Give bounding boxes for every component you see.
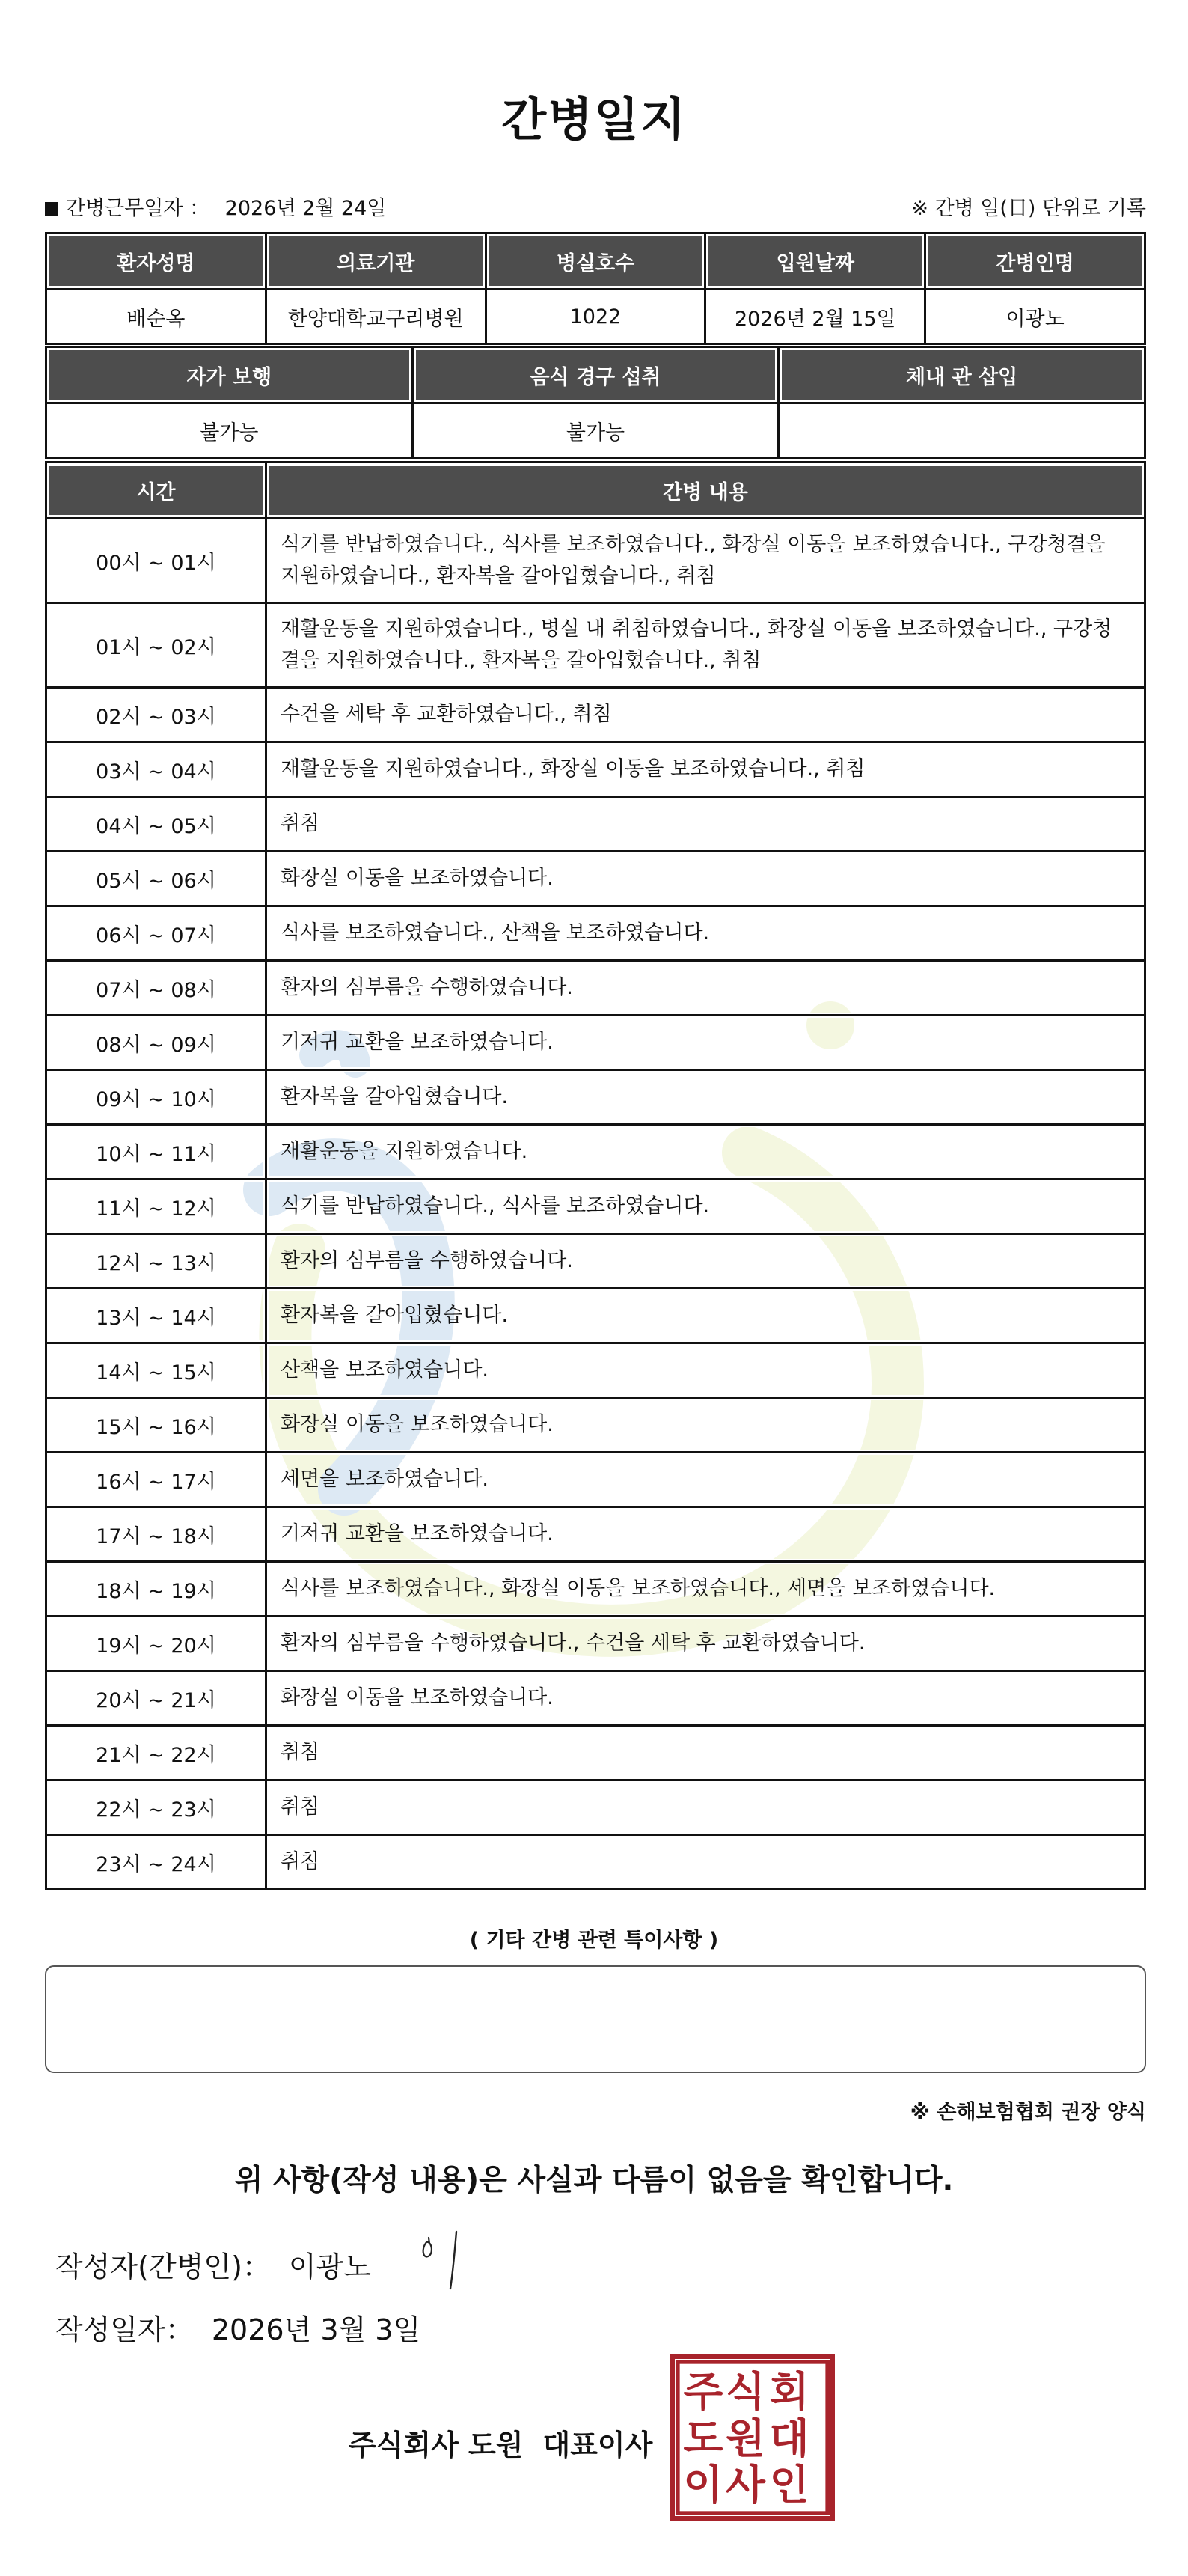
svg-text:인: 인 [769,2461,809,2509]
svg-text:회: 회 [769,2367,809,2416]
patient-info-value-row [46,290,1145,344]
log-time: 22시 ~ 23시 [46,1780,266,1835]
hospital-name: 한양대학교구리병원 [266,290,486,344]
care-log-row [46,1070,1145,1125]
log-content: 환자복을 갈아입혔습니다. [266,1070,1145,1125]
care-log-row [46,1617,1145,1671]
patient-status-table [45,346,1146,459]
log-content: 화장실 이동을 보조하였습니다. [266,1398,1145,1453]
company-seal-stamp [670,2354,835,2521]
log-time: 00시 ~ 01시 [46,519,266,603]
patient-info-table [45,232,1146,345]
caregiver-name: 이광노 [925,290,1145,344]
log-time: 17시 ~ 18시 [46,1507,266,1562]
log-time: 12시 ~ 13시 [46,1234,266,1289]
header-oral-intake: 음식 경구 섭취 [412,347,779,403]
care-log-row [46,1289,1145,1343]
work-date-label: 간병근무일자 ： [66,197,210,220]
care-log-row [46,603,1145,688]
care-log-row [46,1453,1145,1507]
care-log-row [46,1780,1145,1835]
log-time: 18시 ~ 19시 [46,1562,266,1617]
care-log-row [46,1179,1145,1234]
header-caregiver: 간병인명 [925,234,1145,290]
log-time: 13시 ~ 14시 [46,1289,266,1343]
log-content: 환자의 심부름을 수행하였습니다. [266,1234,1145,1289]
care-log-row [46,1835,1145,1890]
record-unit-note: ※ 간병 일(日) 단위로 기록 [911,197,1146,220]
log-content: 재활운동을 지원하였습니다., 병실 내 취침하였습니다., 화장실 이동을 보조하였습니다., 구강청결을 지원하였습니다., 환자복을 갈아입혔습니다., 취침 [266,603,1145,688]
oral-intake-value: 불가능 [412,403,779,458]
log-time: 21시 ~ 22시 [46,1726,266,1780]
company-name: 주식회사 도원 [349,2429,524,2461]
log-content: 식사를 보조하였습니다., 화장실 이동을 보조하였습니다., 세면을 보조하였습니다. [266,1562,1145,1617]
header-care-content: 간병 내용 [266,463,1145,519]
company-role: 대표이사 [542,2429,653,2461]
tube-insertion-value [779,403,1145,458]
care-log-row [46,1507,1145,1562]
log-content: 화장실 이동을 보조하였습니다. [266,1671,1145,1726]
log-time: 06시 ~ 07시 [46,906,266,961]
log-content: 기저귀 교환을 보조하였습니다. [266,1507,1145,1562]
svg-text:원: 원 [726,2414,766,2462]
header-self-walking: 자가 보행 [46,347,413,403]
status-value-row [46,403,1145,458]
log-content: 화장실 이동을 보조하였습니다. [266,852,1145,906]
care-log-row [46,1125,1145,1179]
svg-text:식: 식 [726,2367,766,2416]
header-patient-name: 환자성명 [46,234,266,290]
page-title: 간병일지 [501,92,687,147]
care-log-row [46,797,1145,852]
written-date-line [55,2307,420,2348]
log-content: 취침 [266,797,1145,852]
writer-line [55,2244,371,2285]
log-time: 01시 ~ 02시 [46,603,266,688]
work-date-line [45,192,386,221]
log-time: 10시 ~ 11시 [46,1125,266,1179]
log-content: 취침 [266,1780,1145,1835]
log-content: 식기를 반납하였습니다., 식사를 보조하였습니다., 화장실 이동을 보조하였습니다., 구강청결을 지원하였습니다., 환자복을 갈아입혔습니다., 취침 [266,519,1145,603]
log-time: 07시 ~ 08시 [46,961,266,1016]
log-content: 재활운동을 지원하였습니다. [266,1125,1145,1179]
log-content: 세면을 보조하였습니다. [266,1453,1145,1507]
log-content: 환자의 심부름을 수행하였습니다., 수건을 세탁 후 교환하였습니다. [266,1617,1145,1671]
svg-text:사: 사 [726,2461,766,2509]
log-time: 09시 ~ 10시 [46,1070,266,1125]
log-time: 16시 ~ 17시 [46,1453,266,1507]
care-log-body [46,519,1145,1890]
log-content: 식기를 반납하였습니다., 식사를 보조하였습니다. [266,1179,1145,1234]
writer-label: 작성자(간병인)： [55,2250,271,2283]
writer-name: 이광노 [288,2250,372,2283]
log-content: 환자의 심부름을 수행하였습니다. [266,961,1145,1016]
log-content: 재활운동을 지원하였습니다., 화장실 이동을 보조하였습니다., 취침 [266,742,1145,797]
log-time: 20시 ~ 21시 [46,1671,266,1726]
log-time: 04시 ~ 05시 [46,797,266,852]
care-log-row [46,688,1145,742]
confirmation-statement: 위 사항(작성 내용)은 사실과 다름이 없음을 확인합니다. [234,2164,954,2197]
self-walking-value: 불가능 [46,403,413,458]
care-log-row [46,1016,1145,1070]
handwritten-signature [417,2227,470,2295]
header-room: 병실호수 [486,234,705,290]
log-content: 식사를 보조하였습니다., 산책을 보조하였습니다. [266,906,1145,961]
care-log-header-row [46,463,1145,519]
log-time: 14시 ~ 15시 [46,1343,266,1398]
svg-text:대: 대 [769,2414,809,2462]
log-content: 기저귀 교환을 보조하였습니다. [266,1016,1145,1070]
care-log-row [46,519,1145,603]
log-content: 수건을 세탁 후 교환하였습니다., 취침 [266,688,1145,742]
care-log-row [46,906,1145,961]
svg-text:이: 이 [683,2461,723,2509]
work-date-value: 2026년 2월 24일 [224,197,387,220]
bullet-square-icon [45,202,58,216]
log-content: 취침 [266,1835,1145,1890]
care-log-row [46,1398,1145,1453]
special-notes-title: ( 기타 간병 관련 특이사항 ) [469,1929,719,1952]
header-tube-insertion: 체내 관 삽입 [779,347,1145,403]
patient-info-header-row [46,234,1145,290]
special-notes-box [45,1965,1146,2073]
care-log-row [46,1671,1145,1726]
company-signoff [349,2422,652,2463]
log-time: 15시 ~ 16시 [46,1398,266,1453]
seal-stamp-icon [675,2359,830,2516]
svg-text:도: 도 [683,2414,723,2462]
care-log-row [46,1343,1145,1398]
log-content: 산책을 보조하였습니다. [266,1343,1145,1398]
form-source-note: ※ 손해보험협회 권장 양식 [910,2101,1146,2124]
log-time: 11시 ~ 12시 [46,1179,266,1234]
written-date-value: 2026년 3월 3일 [211,2313,421,2346]
log-time: 05시 ~ 06시 [46,852,266,906]
care-log-row [46,1234,1145,1289]
written-date-label: 작성일자： [55,2313,194,2346]
care-log-row [46,961,1145,1016]
log-time: 19시 ~ 20시 [46,1617,266,1671]
admission-date: 2026년 2월 15일 [705,290,925,344]
room-number: 1022 [486,290,705,344]
care-log-table [45,461,1146,1890]
care-log-row [46,1562,1145,1617]
status-header-row [46,347,1145,403]
svg-text:주: 주 [683,2367,723,2416]
log-time: 08시 ~ 09시 [46,1016,266,1070]
care-log-row [46,742,1145,797]
header-time: 시간 [46,463,266,519]
patient-name: 배순옥 [46,290,266,344]
log-time: 23시 ~ 24시 [46,1835,266,1890]
log-content: 취침 [266,1726,1145,1780]
log-content: 환자복을 갈아입혔습니다. [266,1289,1145,1343]
log-time: 03시 ~ 04시 [46,742,266,797]
care-log-row [46,1726,1145,1780]
header-admission-date: 입원날짜 [705,234,925,290]
log-time: 02시 ~ 03시 [46,688,266,742]
header-hospital: 의료기관 [266,234,486,290]
care-log-row [46,852,1145,906]
